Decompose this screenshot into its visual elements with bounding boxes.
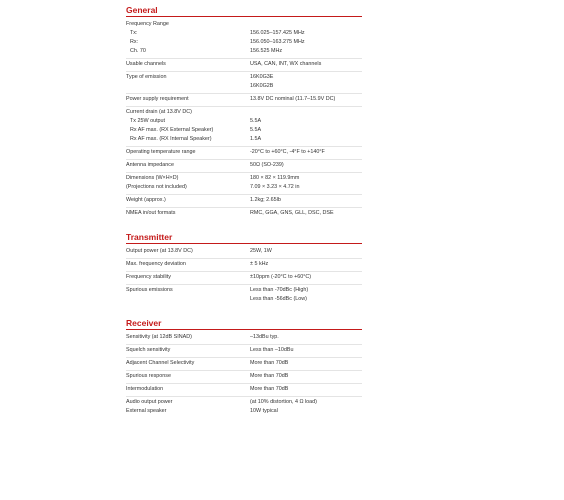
spec-value: 7.09 × 3.23 × 4.72 in — [250, 184, 300, 190]
spec-label: Spurious response — [126, 373, 171, 379]
spec-label: Weight (approx.) — [126, 197, 166, 203]
spec-value: ± 5 kHz — [250, 261, 269, 267]
spec-value: 180 × 82 × 119.9mm — [250, 175, 300, 181]
spec-value: 10W typical — [250, 408, 278, 414]
section-title: Transmitter — [126, 232, 173, 242]
spec-value: (at 10% distortion, 4 Ω load) — [250, 399, 317, 405]
spec-value: 156.525 MHz — [250, 48, 283, 54]
spec-row-frequency-stability — [126, 272, 362, 285]
spec-label: Antenna impedance — [126, 162, 174, 168]
spec-sublabel: Rx AF max. (RX External Speaker) — [130, 127, 214, 133]
spec-row-adjacent-channel-selectivity — [126, 358, 362, 371]
spec-row-spurious-emissions — [126, 285, 362, 306]
spec-sublabel: Tx: — [130, 30, 138, 36]
spec-label: Operating temperature range — [126, 149, 196, 155]
spec-value: 1.2kg; 2.65lb — [250, 197, 281, 203]
spec-value: 50Ω (SO-239) — [250, 162, 284, 168]
spec-value: Less than –10dBu — [250, 347, 294, 353]
spec-value: -20°C to +60°C, -4°F to +140°F — [250, 149, 325, 155]
spec-value: 156.050–163.275 MHz — [250, 39, 305, 45]
spec-label: Spurious emissions — [126, 287, 173, 293]
spec-value — [250, 108, 362, 117]
spec-row-weight — [126, 195, 362, 208]
spec-value: Less than -70dBc (High) — [250, 287, 309, 293]
spec-row-sensitivity — [126, 332, 362, 345]
spec-row-nmea-formats — [126, 208, 362, 220]
spec-label: Current drain (at 13.8V DC) — [126, 109, 192, 115]
section-transmitter — [126, 220, 362, 306]
section-title: General — [126, 5, 158, 15]
spec-value: 1.5A — [250, 136, 262, 142]
spec-value: More than 70dB — [250, 360, 289, 366]
spec-row-type-of-emission — [126, 72, 362, 94]
spec-row-intermodulation — [126, 384, 362, 397]
section-general — [126, 0, 362, 220]
section-divider — [126, 16, 362, 17]
section-divider — [126, 329, 362, 330]
spec-value: More than 70dB — [250, 373, 289, 379]
spec-value: RMC, GGA, GNS, GLL, DSC, DSE — [250, 210, 334, 216]
spec-value: 16K0G2B — [250, 83, 274, 89]
spec-label: Max. frequency deviation — [126, 261, 186, 267]
spec-sheet — [126, 0, 362, 418]
spec-value: –13dBu typ. — [250, 334, 279, 340]
spec-value: 13.8V DC nominal (11.7–15.9V DC) — [250, 96, 336, 102]
spec-row-operating-temperature — [126, 147, 362, 160]
spec-label: External speaker — [126, 408, 167, 414]
spec-label: NMEA in/out formats — [126, 210, 176, 216]
spec-row-usable-channels — [126, 59, 362, 72]
spec-sublabel: Rx: — [130, 39, 139, 45]
spec-row-power-supply — [126, 94, 362, 107]
section-divider — [126, 243, 362, 244]
spec-value: 5.5A — [250, 118, 262, 124]
spec-label: (Projections not included) — [126, 184, 187, 190]
spec-label: Usable channels — [126, 61, 166, 67]
spec-row-max-frequency-deviation — [126, 259, 362, 272]
spec-sublabel: Rx AF max. (RX Internal Speaker) — [130, 136, 212, 142]
spec-label: Intermodulation — [126, 386, 164, 392]
spec-value: 16K0G3E — [250, 74, 274, 80]
section-receiver — [126, 306, 362, 418]
spec-row-audio-output-power — [126, 397, 362, 418]
spec-sublabel: Tx 25W output — [130, 118, 166, 124]
spec-label: Frequency stability — [126, 274, 171, 280]
spec-row-antenna-impedance — [126, 160, 362, 173]
spec-label: Squelch sensitivity — [126, 347, 171, 353]
spec-sublabel: Ch. 70 — [130, 48, 146, 54]
spec-value — [250, 20, 362, 29]
spec-row-output-power — [126, 246, 362, 259]
spec-row-dimensions — [126, 173, 362, 195]
spec-row-squelch-sensitivity — [126, 345, 362, 358]
spec-label: Adjacent Channel Selectivity — [126, 360, 195, 366]
spec-row-current-drain — [126, 107, 362, 147]
spec-value: Less than -56dBc (Low) — [250, 296, 307, 302]
spec-row-frequency-range — [126, 19, 362, 59]
spec-row-spurious-response — [126, 371, 362, 384]
spec-label: Sensitivity (at 12dB SINAD) — [126, 334, 192, 340]
spec-label: Frequency Range — [126, 21, 169, 27]
spec-label: Dimensions (W×H×D) — [126, 175, 179, 181]
spec-label: Audio output power — [126, 399, 173, 405]
spec-value: 25W, 1W — [250, 248, 272, 254]
spec-value: 5.5A — [250, 127, 262, 133]
spec-value: USA, CAN, INT, WX channels — [250, 61, 322, 67]
spec-label: Output power (at 13.8V DC) — [126, 248, 193, 254]
spec-value: 156.025–157.425 MHz — [250, 30, 305, 36]
section-title: Receiver — [126, 318, 162, 328]
spec-label: Type of emission — [126, 74, 167, 80]
spec-value: ±10ppm (-20°C to +60°C) — [250, 274, 312, 280]
spec-value: More than 70dB — [250, 386, 289, 392]
spec-label: Power supply requirement — [126, 96, 189, 102]
